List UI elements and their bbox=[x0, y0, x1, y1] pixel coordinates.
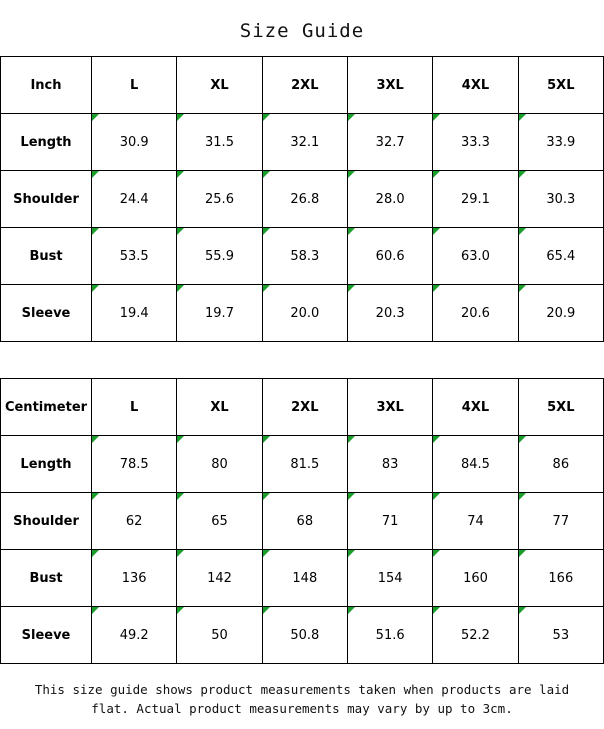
measurement-value: 33.9 bbox=[518, 114, 603, 171]
table-row bbox=[1, 171, 604, 228]
measurement-value: 78.5 bbox=[92, 436, 177, 493]
measurement-value: 60.6 bbox=[347, 228, 432, 285]
measurement-value: 71 bbox=[347, 493, 432, 550]
measurement-value: 20.9 bbox=[518, 285, 603, 342]
size-header: 3XL bbox=[347, 57, 432, 114]
table-row bbox=[1, 550, 604, 607]
measurement-label: Shoulder bbox=[1, 171, 92, 228]
measurement-label: Shoulder bbox=[1, 493, 92, 550]
measurement-value: 58.3 bbox=[262, 228, 347, 285]
measurement-value: 52.2 bbox=[433, 607, 518, 664]
measurement-value: 63.0 bbox=[433, 228, 518, 285]
measurement-value: 20.6 bbox=[433, 285, 518, 342]
measurement-label: Length bbox=[1, 436, 92, 493]
measurement-value: 77 bbox=[518, 493, 603, 550]
measurement-value: 84.5 bbox=[433, 436, 518, 493]
measurement-value: 19.4 bbox=[92, 285, 177, 342]
table-row bbox=[1, 607, 604, 664]
measurement-label: Sleeve bbox=[1, 285, 92, 342]
table-header-row bbox=[1, 57, 604, 114]
measurement-value: 25.6 bbox=[177, 171, 262, 228]
measurement-value: 19.7 bbox=[177, 285, 262, 342]
size-header: 5XL bbox=[518, 379, 603, 436]
inch-table-wrapper bbox=[0, 56, 604, 342]
measurement-value: 31.5 bbox=[177, 114, 262, 171]
size-guide-note: This size guide shows product measurements taken when products are laid flat. Actual product measurements may vary by up to 3cm. bbox=[34, 682, 570, 717]
measurement-value: 62 bbox=[92, 493, 177, 550]
table-row bbox=[1, 436, 604, 493]
measurement-value: 51.6 bbox=[347, 607, 432, 664]
measurement-label: Sleeve bbox=[1, 607, 92, 664]
unit-header-inch: Inch bbox=[1, 57, 92, 114]
measurement-label: Length bbox=[1, 114, 92, 171]
table-separator bbox=[0, 342, 604, 378]
measurement-value: 65.4 bbox=[518, 228, 603, 285]
measurement-value: 74 bbox=[433, 493, 518, 550]
measurement-value: 28.0 bbox=[347, 171, 432, 228]
size-header: 5XL bbox=[518, 57, 603, 114]
measurement-value: 30.9 bbox=[92, 114, 177, 171]
measurement-value: 53.5 bbox=[92, 228, 177, 285]
table-header-row bbox=[1, 379, 604, 436]
size-header: 4XL bbox=[433, 57, 518, 114]
centimeter-size-table bbox=[0, 378, 604, 664]
size-header: 3XL bbox=[347, 379, 432, 436]
measurement-value: 65 bbox=[177, 493, 262, 550]
table-row bbox=[1, 228, 604, 285]
measurement-value: 142 bbox=[177, 550, 262, 607]
inch-size-table bbox=[0, 56, 604, 342]
measurement-value: 81.5 bbox=[262, 436, 347, 493]
measurement-value: 86 bbox=[518, 436, 603, 493]
measurement-value: 50.8 bbox=[262, 607, 347, 664]
measurement-value: 166 bbox=[518, 550, 603, 607]
measurement-value: 136 bbox=[92, 550, 177, 607]
table-row bbox=[1, 493, 604, 550]
size-header: 2XL bbox=[262, 379, 347, 436]
size-header: XL bbox=[177, 57, 262, 114]
measurement-value: 20.0 bbox=[262, 285, 347, 342]
measurement-value: 20.3 bbox=[347, 285, 432, 342]
table-row bbox=[1, 285, 604, 342]
unit-header-centimeter: Centimeter bbox=[1, 379, 92, 436]
measurement-value: 80 bbox=[177, 436, 262, 493]
measurement-value: 26.8 bbox=[262, 171, 347, 228]
page-title: Size Guide bbox=[239, 20, 365, 42]
size-header: L bbox=[92, 379, 177, 436]
measurement-value: 83 bbox=[347, 436, 432, 493]
table-row bbox=[1, 114, 604, 171]
measurement-value: 148 bbox=[262, 550, 347, 607]
size-header: 4XL bbox=[433, 379, 518, 436]
measurement-label: Bust bbox=[1, 228, 92, 285]
measurement-value: 68 bbox=[262, 493, 347, 550]
measurement-label: Bust bbox=[1, 550, 92, 607]
size-header: L bbox=[92, 57, 177, 114]
centimeter-table-wrapper bbox=[0, 378, 604, 664]
measurement-value: 154 bbox=[347, 550, 432, 607]
measurement-value: 32.1 bbox=[262, 114, 347, 171]
size-header: XL bbox=[177, 379, 262, 436]
measurement-value: 33.3 bbox=[433, 114, 518, 171]
measurement-value: 160 bbox=[433, 550, 518, 607]
measurement-value: 30.3 bbox=[518, 171, 603, 228]
measurement-value: 29.1 bbox=[433, 171, 518, 228]
measurement-value: 32.7 bbox=[347, 114, 432, 171]
measurement-value: 53 bbox=[518, 607, 603, 664]
measurement-value: 50 bbox=[177, 607, 262, 664]
size-header: 2XL bbox=[262, 57, 347, 114]
measurement-value: 24.4 bbox=[92, 171, 177, 228]
measurement-value: 55.9 bbox=[177, 228, 262, 285]
measurement-value: 49.2 bbox=[92, 607, 177, 664]
